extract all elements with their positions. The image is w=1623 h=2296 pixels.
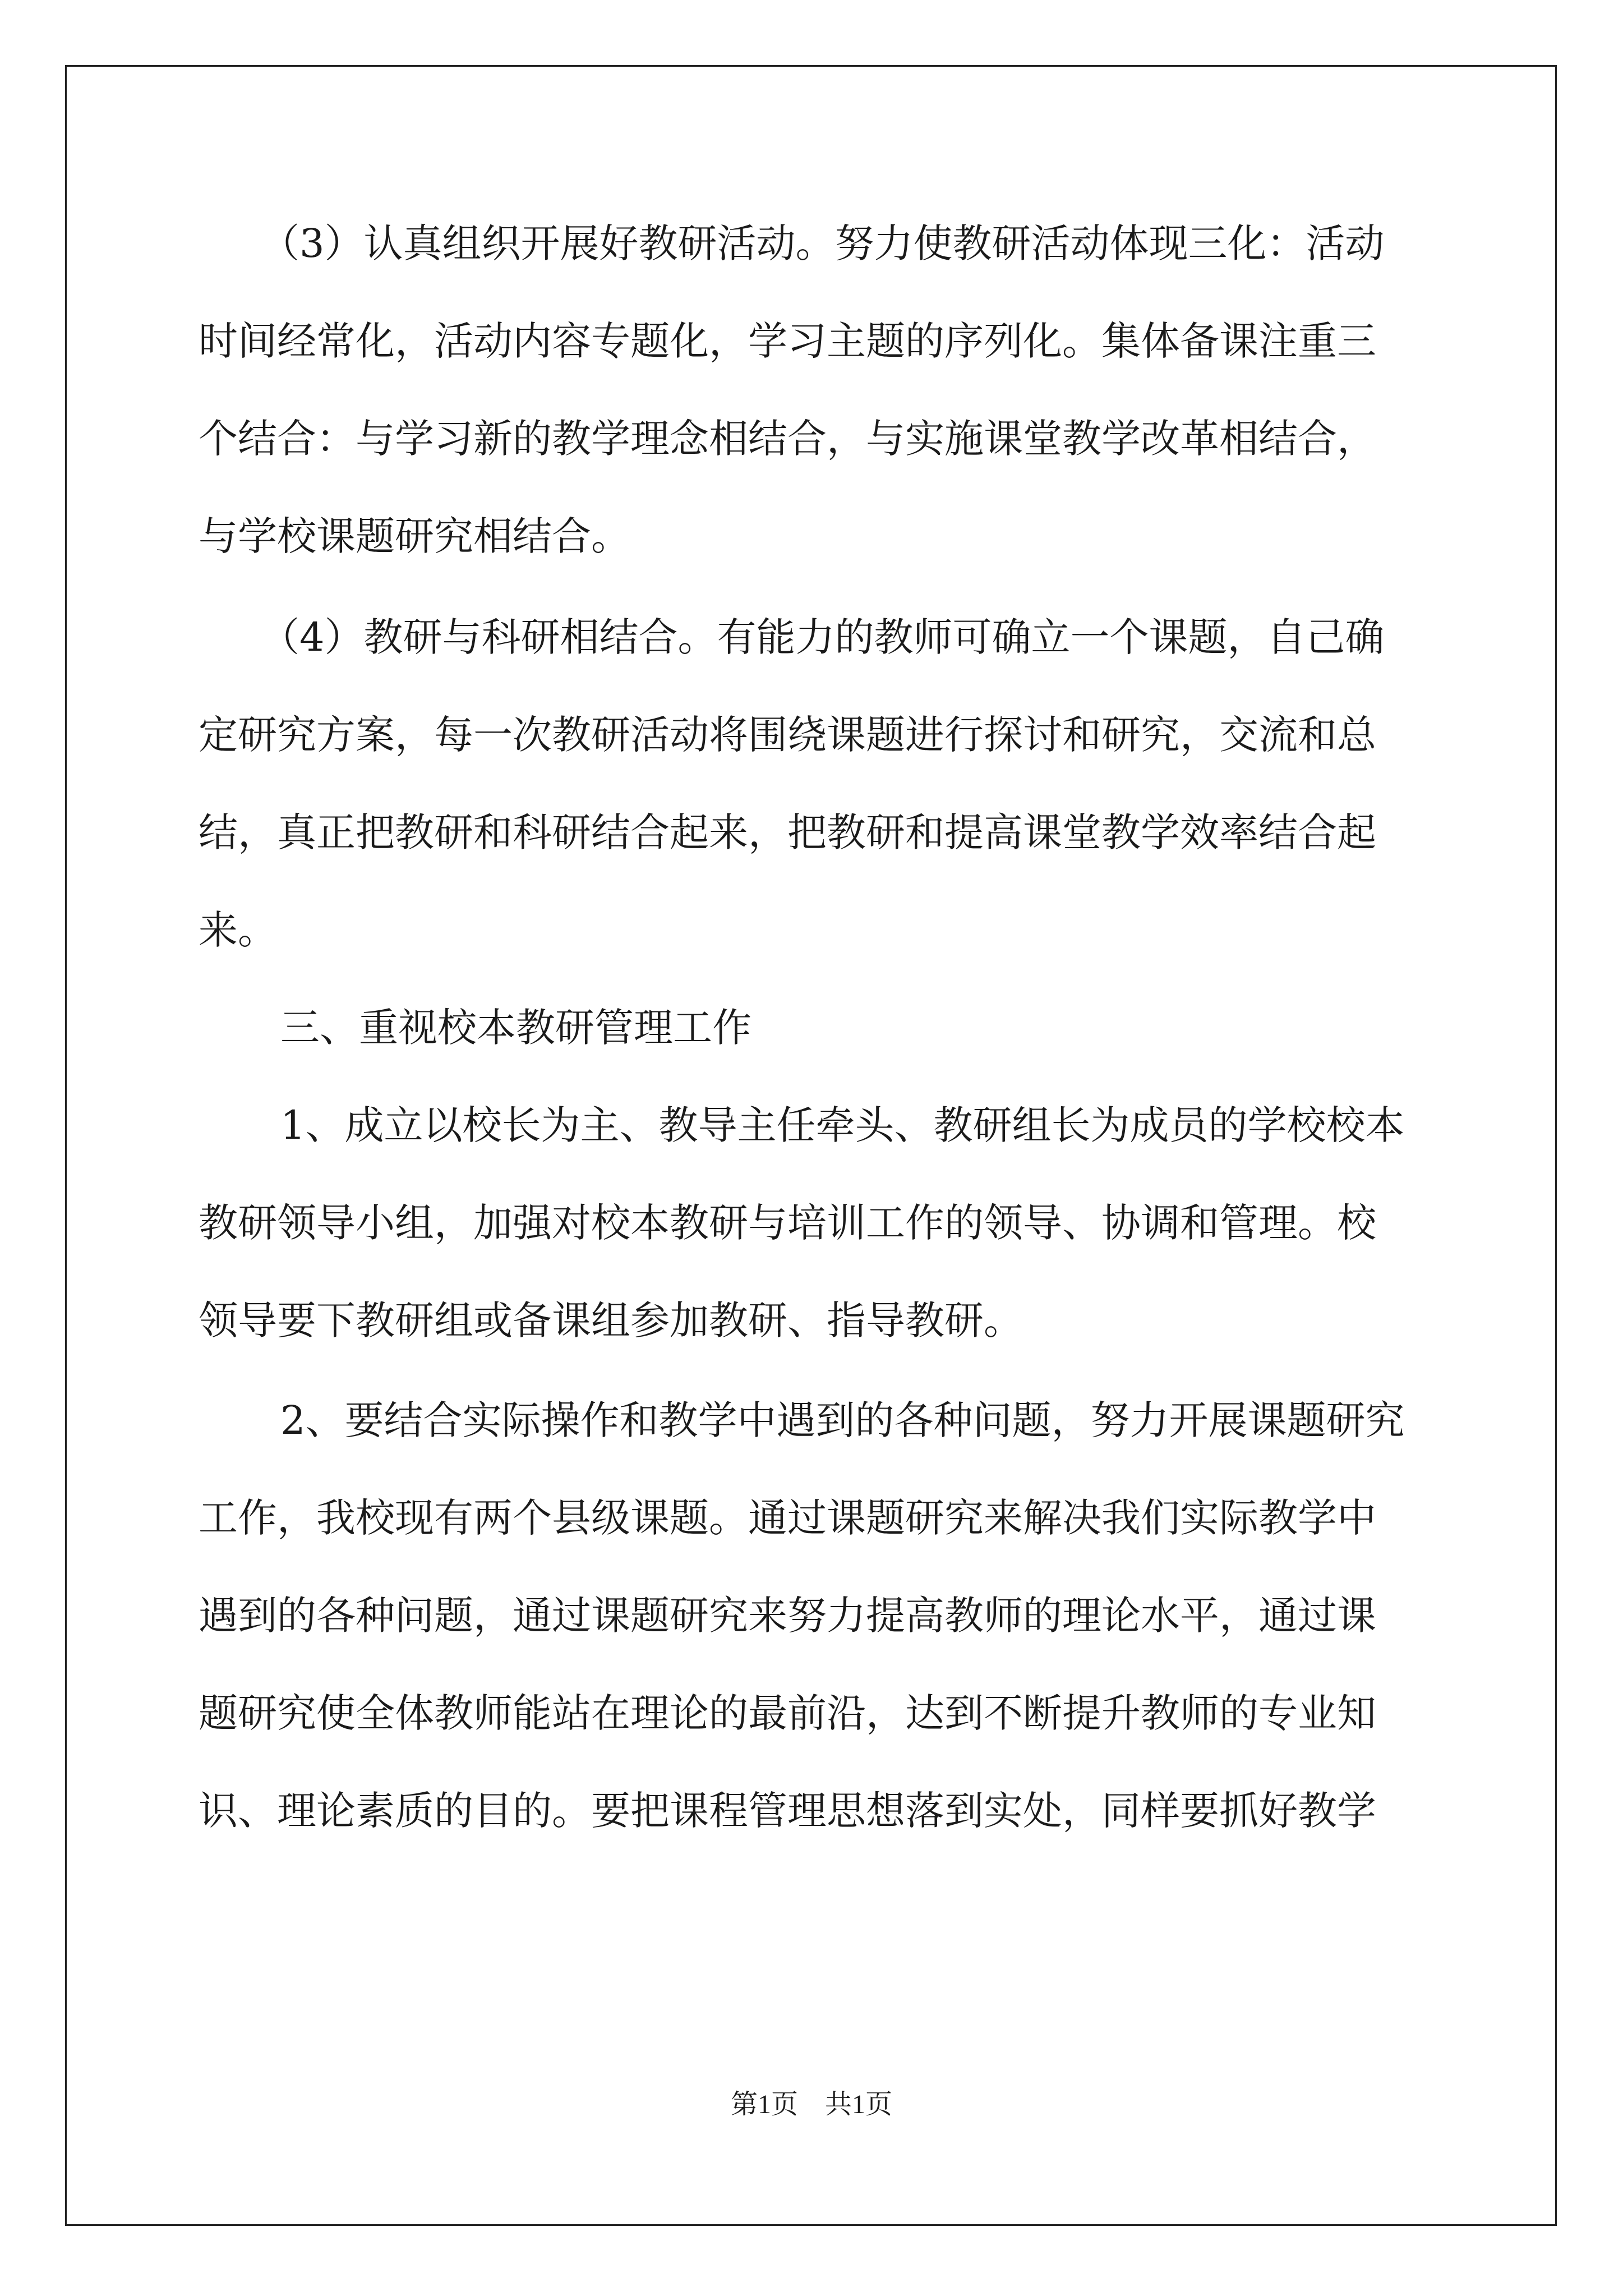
item-1-line-3: 领导要下教研组或备课组参加教研、指导教研。 [199, 1297, 1023, 1343]
item-2-line-3: 遇到的各种问题，通过课题研究来努力提高教师的理论水平，通过课 [199, 1593, 1376, 1639]
item-2-line-5: 识、理论素质的目的。要把课程管理思想落到实处，同样要抓好教学 [199, 1788, 1376, 1834]
paragraph-4-line-4: 来。 [199, 907, 277, 953]
item-1-line-2: 教研领导小组，加强对校本教研与培训工作的领导、协调和管理。校 [199, 1200, 1376, 1246]
item-1-line-1: 1、成立以校长为主、教导主任牵头、教研组长为成员的学校校本 [280, 1102, 1405, 1148]
paragraph-3-line-4: 与学校课题研究相结合。 [199, 513, 630, 559]
paragraph-3-line-3: 个结合：与学习新的教学理念相结合，与实施课堂教学改革相结合， [199, 416, 1376, 462]
item-2-line-1: 2、要结合实际操作和教学中遇到的各种问题，努力开展课题研究 [280, 1397, 1405, 1443]
paragraph-4-line-2: 定研究方案，每一次教研活动将围绕课题进行探讨和研究，交流和总 [199, 712, 1376, 758]
page-number-current: 第1页 [730, 2090, 798, 2119]
section-heading: 三、重视校本教研管理工作 [280, 1005, 751, 1051]
item-2-line-2: 工作，我校现有两个县级课题。通过课题研究来解决我们实际教学中 [199, 1495, 1376, 1541]
page-footer [0, 2088, 1623, 2122]
paragraph-3-line-2: 时间经常化，活动内容专题化，学习主题的序列化。集体备课注重三 [199, 318, 1376, 364]
paragraph-4-line-3: 结，真正把教研和科研结合起来，把教研和提高课堂教学效率结合起 [199, 809, 1376, 855]
page-number-total: 共1页 [825, 2090, 893, 2119]
item-2-line-4: 题研究使全体教师能站在理论的最前沿，达到不断提升教师的专业知 [199, 1690, 1376, 1736]
paragraph-3-line-1: （3）认真组织开展好教研活动。努力使教研活动体现三化：活动 [260, 220, 1385, 266]
paragraph-4-line-1: （4）教研与科研相结合。有能力的教师可确立一个课题，自己确 [260, 614, 1385, 660]
